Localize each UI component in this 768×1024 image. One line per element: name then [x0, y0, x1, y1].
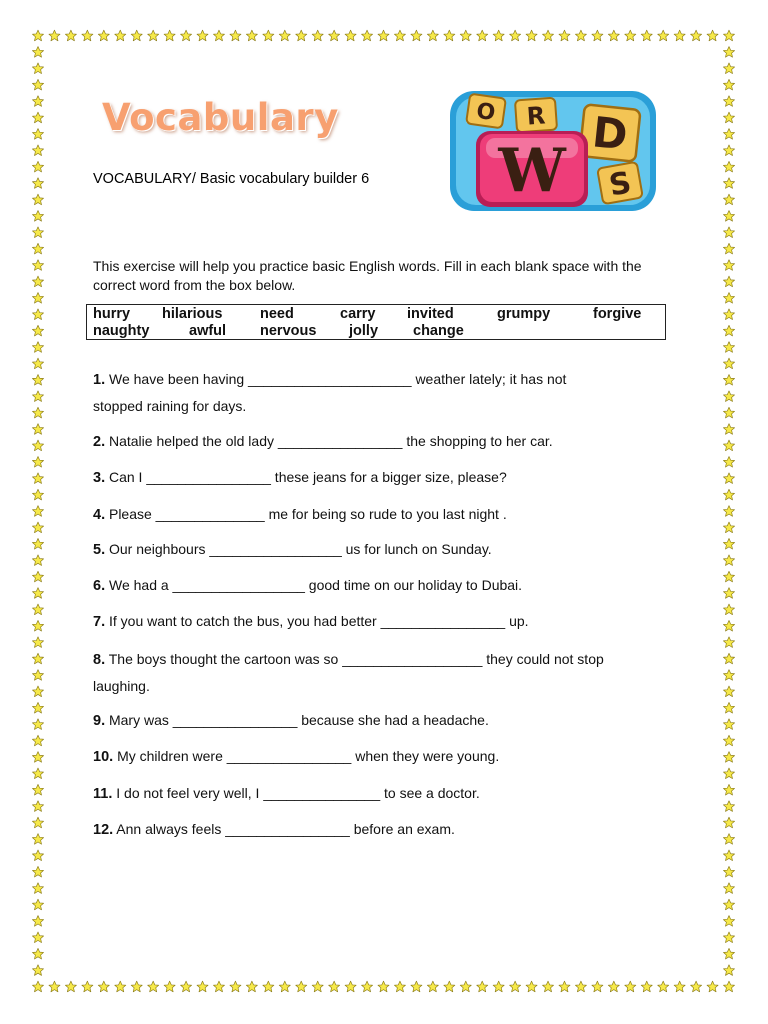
star-icon [427, 30, 438, 41]
star-icon [65, 30, 76, 41]
star-icon [32, 456, 43, 467]
star-icon [723, 358, 734, 369]
star-icon [32, 916, 43, 927]
star-icon [723, 719, 734, 730]
star-icon [32, 96, 43, 107]
star-icon [32, 555, 43, 566]
star-icon [32, 325, 43, 336]
star-icon [723, 817, 734, 828]
star-icon [32, 47, 43, 58]
star-icon [723, 588, 734, 599]
word-bank-word: awful [189, 323, 227, 339]
star-icon [723, 932, 734, 943]
star-icon [32, 145, 43, 156]
logo-letter: O [474, 98, 497, 127]
star-icon [723, 407, 734, 418]
star-icon [115, 30, 126, 41]
star-icon [312, 981, 323, 992]
star-icon [510, 981, 521, 992]
star-icon [723, 292, 734, 303]
star-icon [49, 30, 60, 41]
star-icon [723, 161, 734, 172]
star-icon [723, 670, 734, 681]
word-bank-word: need [260, 306, 294, 322]
star-icon [32, 637, 43, 648]
star-icon [213, 30, 224, 41]
star-icon [723, 440, 734, 451]
star-icon [723, 309, 734, 320]
question-item: 6. We had a _________________ good time on our holiday to Dubai. [93, 577, 523, 594]
word-bank-word: hilarious [162, 306, 223, 322]
star-icon [411, 30, 422, 41]
star-icon [723, 325, 734, 336]
star-icon [723, 473, 734, 484]
star-icon [723, 456, 734, 467]
star-icon [723, 342, 734, 353]
star-icon [279, 981, 290, 992]
star-icon [477, 981, 488, 992]
word-bank-word: nervous [260, 323, 317, 339]
star-icon [180, 30, 191, 41]
star-icon [723, 883, 734, 894]
worksheet-subtitle: VOCABULARY/ Basic vocabulary builder 6 [93, 171, 370, 187]
word-bank-word: carry [340, 306, 376, 322]
star-icon [723, 227, 734, 238]
star-icon [230, 30, 241, 41]
question-item: 11. I do not feel very well, I _______________ to see a doctor. [93, 785, 480, 802]
star-icon [723, 538, 734, 549]
star-icon [361, 981, 372, 992]
star-icon [32, 243, 43, 254]
word-bank-word: forgive [593, 306, 642, 322]
star-icon [32, 309, 43, 320]
star-icon [32, 670, 43, 681]
star-icon [723, 489, 734, 500]
star-icon [723, 243, 734, 254]
word-bank-word: jolly [349, 323, 379, 339]
star-icon [98, 30, 109, 41]
star-icon [32, 63, 43, 74]
star-icon [32, 489, 43, 500]
star-icon [723, 47, 734, 58]
star-icon [493, 981, 504, 992]
question-item: 9. Mary was ________________ because she had a headache. [93, 712, 489, 729]
star-icon [32, 129, 43, 140]
star-icon [691, 981, 702, 992]
star-icon [575, 30, 586, 41]
star-icon [32, 801, 43, 812]
star-icon [723, 211, 734, 222]
star-icon [723, 522, 734, 533]
star-icon [723, 735, 734, 746]
star-icon [197, 981, 208, 992]
star-icon [723, 30, 734, 41]
star-icon [477, 30, 488, 41]
question-item: 5. Our neighbours _________________ us for lunch on Sunday. [93, 541, 492, 558]
star-icon [263, 30, 274, 41]
question-item: 12. Ann always feels ________________ before an exam. [93, 821, 455, 838]
star-icon [723, 374, 734, 385]
star-icon [723, 620, 734, 631]
star-icon [723, 178, 734, 189]
star-icon [526, 981, 537, 992]
star-icon [723, 784, 734, 795]
star-icon [32, 538, 43, 549]
star-icon [32, 276, 43, 287]
star-icon [32, 620, 43, 631]
star-icon [32, 440, 43, 451]
star-icon [32, 866, 43, 877]
logo-letter: R [525, 101, 547, 131]
star-icon [592, 981, 603, 992]
star-icon [148, 981, 159, 992]
star-icon [658, 30, 669, 41]
star-icon [723, 63, 734, 74]
star-icon [723, 79, 734, 90]
star-icon [723, 686, 734, 697]
question-item: 8. The boys thought the cartoon was so __________________ they could not stop laughing. [93, 651, 604, 694]
star-icon [329, 30, 340, 41]
star-icon [559, 30, 570, 41]
star-icon [723, 637, 734, 648]
star-icon [723, 752, 734, 763]
star-icon [230, 981, 241, 992]
star-icon [131, 981, 142, 992]
star-icon [32, 227, 43, 238]
star-icon [32, 571, 43, 582]
star-icon [246, 30, 257, 41]
star-icon [493, 30, 504, 41]
star-icon [723, 276, 734, 287]
star-icon [32, 473, 43, 484]
page-title: Vocabulary [102, 96, 339, 139]
star-icon [723, 260, 734, 271]
star-icon [296, 30, 307, 41]
question-item: 7. If you want to catch the bus, you had better ________________ up. [93, 613, 529, 630]
star-icon [32, 260, 43, 271]
star-icon [641, 981, 652, 992]
star-icon [32, 424, 43, 435]
question-item: 1. We have been having _____________________ weather lately; it has not stopped raining for days. [93, 371, 567, 414]
star-icon [427, 981, 438, 992]
star-icon [460, 981, 471, 992]
star-icon [707, 981, 718, 992]
star-icon [723, 834, 734, 845]
star-icon [345, 30, 356, 41]
star-icon [32, 702, 43, 713]
star-icon [32, 506, 43, 517]
star-icon [691, 30, 702, 41]
star-icon [723, 899, 734, 910]
star-icon [32, 178, 43, 189]
star-icon [723, 424, 734, 435]
star-icon [345, 981, 356, 992]
star-icon [32, 932, 43, 943]
star-icon [296, 981, 307, 992]
star-icon [32, 211, 43, 222]
logo-letter: S [606, 165, 634, 204]
star-icon [411, 981, 422, 992]
star-icon [197, 30, 208, 41]
star-icon [723, 112, 734, 123]
star-icon [641, 30, 652, 41]
star-icon [658, 981, 669, 992]
star-icon [444, 30, 455, 41]
star-icon [674, 981, 685, 992]
instructions-text: This exercise will help you practice basic English words. Fill in each blank space with the correct word from the box below. [93, 258, 642, 293]
star-icon [82, 981, 93, 992]
star-icon [444, 981, 455, 992]
star-icon [723, 653, 734, 664]
star-icon [246, 981, 257, 992]
star-icon [32, 653, 43, 664]
star-icon [32, 752, 43, 763]
star-icon [32, 850, 43, 861]
star-icon [32, 735, 43, 746]
star-icon [723, 194, 734, 205]
star-icon [164, 30, 175, 41]
star-icon [32, 161, 43, 172]
star-icon [32, 817, 43, 828]
star-icon [526, 30, 537, 41]
star-icon [723, 571, 734, 582]
star-icon [213, 981, 224, 992]
star-icon [279, 30, 290, 41]
star-icon [65, 981, 76, 992]
star-icon [723, 702, 734, 713]
star-icon [394, 981, 405, 992]
star-icon [32, 112, 43, 123]
star-icon [625, 30, 636, 41]
question-item: 4. Please ______________ me for being so rude to you last night . [93, 506, 507, 523]
star-icon [723, 965, 734, 976]
star-icon [32, 686, 43, 697]
star-icon [32, 899, 43, 910]
word-bank-word: change [413, 323, 464, 339]
star-icon [32, 719, 43, 730]
star-icon [49, 981, 60, 992]
star-icon [32, 784, 43, 795]
star-icon [32, 883, 43, 894]
star-icon [378, 30, 389, 41]
word-bank-word: grumpy [497, 306, 551, 322]
star-icon [131, 30, 142, 41]
star-icon [32, 374, 43, 385]
star-icon [82, 30, 93, 41]
star-icon [361, 30, 372, 41]
question-item: 10. My children were ________________ when they were young. [93, 748, 500, 765]
star-icon [723, 145, 734, 156]
star-icon [559, 981, 570, 992]
words-logo-icon [446, 89, 658, 213]
star-icon [32, 342, 43, 353]
star-icon [164, 981, 175, 992]
star-icon [32, 834, 43, 845]
star-icon [32, 522, 43, 533]
star-icon [592, 30, 603, 41]
star-icon [312, 30, 323, 41]
star-icon [723, 391, 734, 402]
star-icon [723, 916, 734, 927]
star-icon [542, 30, 553, 41]
star-icon [32, 948, 43, 959]
star-icon [707, 30, 718, 41]
star-icon [723, 866, 734, 877]
star-icon [542, 981, 553, 992]
star-icon [115, 981, 126, 992]
star-icon [180, 981, 191, 992]
word-bank-word: naughty [93, 323, 150, 339]
star-icon [148, 30, 159, 41]
star-icon [723, 96, 734, 107]
word-bank-word: hurry [93, 306, 131, 322]
star-icon [32, 194, 43, 205]
star-icon [394, 30, 405, 41]
star-icon [723, 981, 734, 992]
star-icon [378, 981, 389, 992]
star-icon [32, 391, 43, 402]
star-icon [263, 981, 274, 992]
star-icon [575, 981, 586, 992]
star-icon [32, 407, 43, 418]
star-icon [32, 981, 43, 992]
star-icon [674, 30, 685, 41]
star-icon [32, 965, 43, 976]
question-item: 3. Can I ________________ these jeans for a bigger size, please? [93, 469, 507, 486]
star-icon [32, 588, 43, 599]
star-icon [723, 801, 734, 812]
star-icon [723, 768, 734, 779]
star-icon [98, 981, 109, 992]
star-icon [32, 79, 43, 90]
star-icon [723, 506, 734, 517]
star-icon [32, 768, 43, 779]
star-icon [723, 604, 734, 615]
star-icon [32, 292, 43, 303]
question-item: 2. Natalie helped the old lady ________________ the shopping to her car. [93, 433, 553, 450]
star-icon [329, 981, 340, 992]
star-icon [32, 604, 43, 615]
word-bank-box [86, 304, 666, 340]
star-icon [625, 981, 636, 992]
star-icon [608, 30, 619, 41]
star-icon [510, 30, 521, 41]
star-icon [460, 30, 471, 41]
word-bank-word: invited [407, 306, 454, 322]
logo-letter: W [498, 136, 566, 206]
star-icon [723, 555, 734, 566]
star-icon [608, 981, 619, 992]
star-icon [723, 129, 734, 140]
star-icon [723, 948, 734, 959]
logo-letter: D [590, 107, 630, 160]
star-icon [32, 30, 43, 41]
star-icon [723, 850, 734, 861]
star-icon [32, 358, 43, 369]
